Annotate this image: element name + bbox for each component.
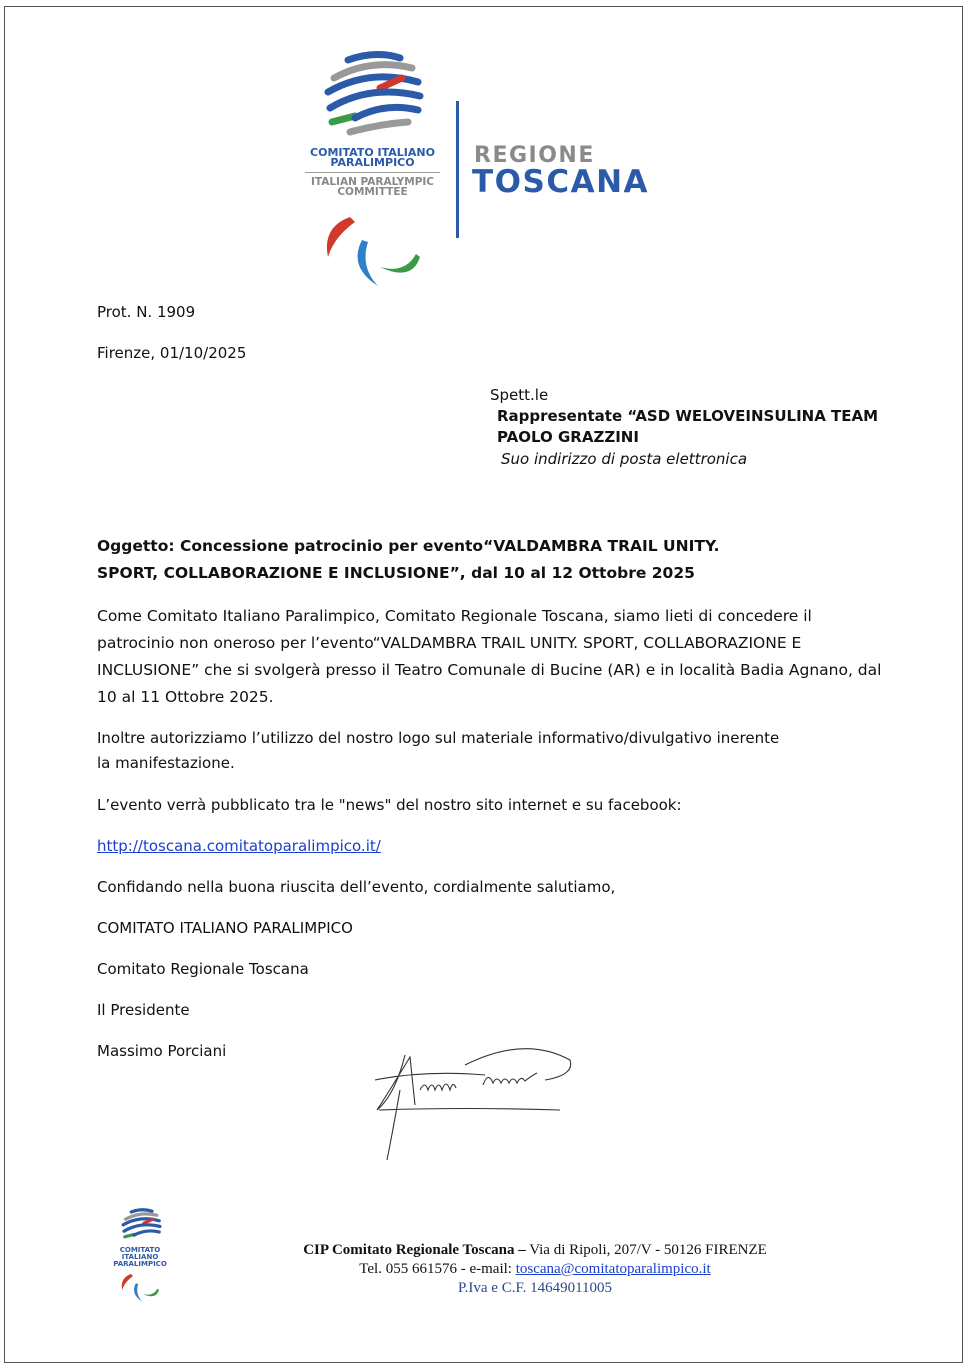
recipient-line1: Rappresentate “ASD WELOVEINSULINA TEAM <box>497 407 879 425</box>
footer-address: Via di Ripoli, 207/V - 50126 FIRENZE <box>525 1242 767 1258</box>
paragraph-patronage: Come Comitato Italiano Paralimpico, Comitato Regionale Toscana, siamo lieti di concedere il patrocinio non oneroso per l’evento“VALDAMBRA TRAIL UNITY. SPORT, COLLABORAZIONE E INCLUSIONE” che si svolgerà presso il Teatro Comunale di Bucine (AR) e in località Badia Agnano, dal 10 al 11 Ottobre 2025. <box>97 607 882 706</box>
closing-text: Confidando nella buona riuscita dell’evento, cordialmente salutiamo, <box>97 878 616 896</box>
cip-logo-line4: COMMITTEE <box>337 186 408 198</box>
toscana-label: TOSCANA <box>472 164 650 200</box>
subject-line: Oggetto: Concessione patrocinio per evento“VALDAMBRA TRAIL UNITY. SPORT, COLLABORAZIONE E INCLUSIONE”, dal 10 al 12 Ottobre 2025 <box>97 537 720 582</box>
protocol-number: Prot. N. 1909 <box>97 303 196 321</box>
paragraph-logo: Inoltre autorizziamo l’utilizzo del nostro logo sul materiale informativo/divulgativo inerente la manifestazione. <box>97 729 780 772</box>
cip-globe-logo <box>320 50 425 140</box>
signature-name: Massimo Porciani <box>97 1042 227 1060</box>
header-divider <box>456 101 459 238</box>
cip-logo-line2: PARALIMPICO <box>330 156 415 169</box>
handwritten-signature <box>365 1035 585 1165</box>
footer-cip-globe-logo <box>120 1208 162 1244</box>
footer-org-name: CIP Comitato Regionale Toscana – <box>303 1242 526 1258</box>
footer-agitos-icon <box>118 1272 162 1304</box>
paralympic-agitos-icon <box>320 212 425 292</box>
footer-tel: Tel. 055 661576 - e-mail: <box>359 1261 516 1277</box>
signature-role: Il Presidente <box>97 1001 190 1019</box>
footer-contact-line <box>240 1260 830 1279</box>
place-date: Firenze, 01/10/2025 <box>97 344 247 362</box>
cip-logo-line3: ITALIAN PARALYMPIC <box>310 176 435 188</box>
recipient-salutation: Spett.le <box>490 386 549 404</box>
recipient-line2: PAOLO GRAZZINI <box>497 428 639 446</box>
footer-vat: P.Iva e C.F. 14649011005 <box>457 1280 613 1296</box>
footer-logo-text2: ITALIANO <box>121 1253 159 1261</box>
recipient-line3: Suo indirizzo di posta elettronica <box>501 450 748 468</box>
cip-logo-line1: COMITATO ITALIANO <box>310 146 435 159</box>
footer-logo-text1: COMITATO <box>119 1246 161 1254</box>
signature-committee: Comitato Regionale Toscana <box>97 960 309 978</box>
website-link[interactable]: http://toscana.comitatoparalimpico.it/ <box>97 837 381 855</box>
regione-label: REGIONE <box>474 143 595 168</box>
footer-logo-text3: PARALIMPICO <box>113 1260 167 1268</box>
paragraph-news: L’evento verrà pubblicato tra le "news" del nostro sito internet e su facebook: <box>97 796 682 814</box>
footer-email-link[interactable]: toscana@comitatoparalimpico.it <box>515 1261 711 1277</box>
signature-org: COMITATO ITALIANO PARALIMPICO <box>97 919 353 937</box>
footer-address-line <box>240 1241 830 1260</box>
